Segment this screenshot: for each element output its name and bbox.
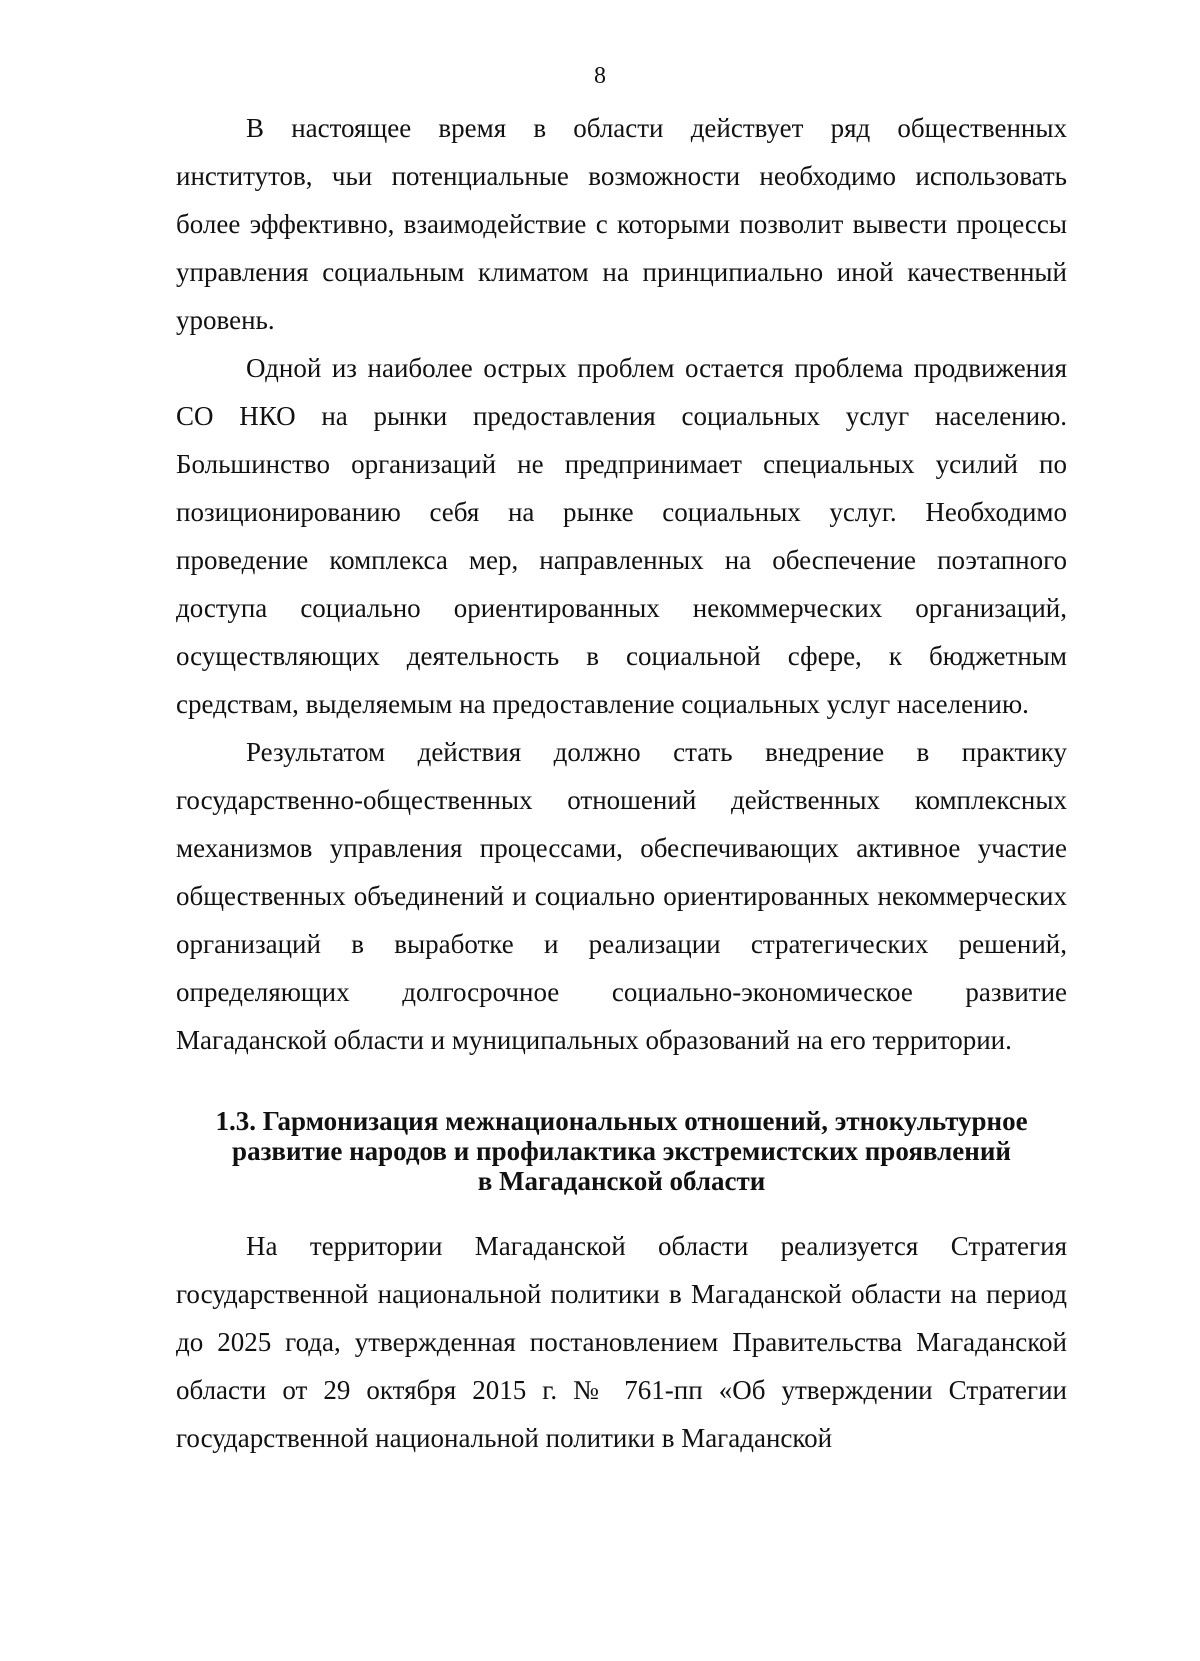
section-heading-line-3: в Магаданской области <box>477 1166 766 1196</box>
document-body <box>176 104 1067 1462</box>
paragraph-nko-market-access: Одной из наиболее острых проблем остается проблема продвижения СО НКО на рынки предоставления социальных услуг населению. Большинство организаций не предпринимает специальных усилий по позиционированию себя на рынке социальных услуг. Необходимо проведение комплекса мер, направленных на обеспечение поэтапного доступа социально ориентированных некоммерческих организаций, осуществляющих деятельность в социальной сфере, к бюджетным средствам, выделяемым на предоставление социальных услуг населению. <box>176 353 1067 719</box>
paragraph-national-policy-strategy: На территории Магаданской области реализуется Стратегия государственной национальной политики в Магаданской области на период до 2025 года, утвержденная постановлением Правительства Магаданской области от 29 октября 2015 г. № 761-пп «Об утверждении Стратегии государственной национальной политики в Магаданской <box>176 1231 1067 1453</box>
section-heading-line-1: 1.3. Гармонизация межнациональных отношений, этнокультурное <box>215 1106 1028 1136</box>
section-heading-line-2: развитие народов и профилактика экстремистских проявлений <box>232 1136 1011 1166</box>
section-heading <box>176 1106 1067 1196</box>
page-number: 8 <box>594 63 606 89</box>
paragraph-public-institutions: В настоящее время в области действует ряд общественных институтов, чьи потенциальные возможности необходимо использовать более эффективно, взаимодействие с которыми позволит вывести процессы управления социальным климатом на принципиально иной качественный уровень. <box>176 113 1067 335</box>
paragraph-expected-result: Результатом действия должно стать внедрение в практику государственно-общественных отношений действенных комплексных механизмов управления процессами, обеспечивающих активное участие общественных объединений и социально ориентированных некоммерческих организаций в выработке и реализации стратегических решений, определяющих долгосрочное социально-экономическое развитие Магаданской области и муниципальных образований на его территории. <box>176 737 1067 1055</box>
